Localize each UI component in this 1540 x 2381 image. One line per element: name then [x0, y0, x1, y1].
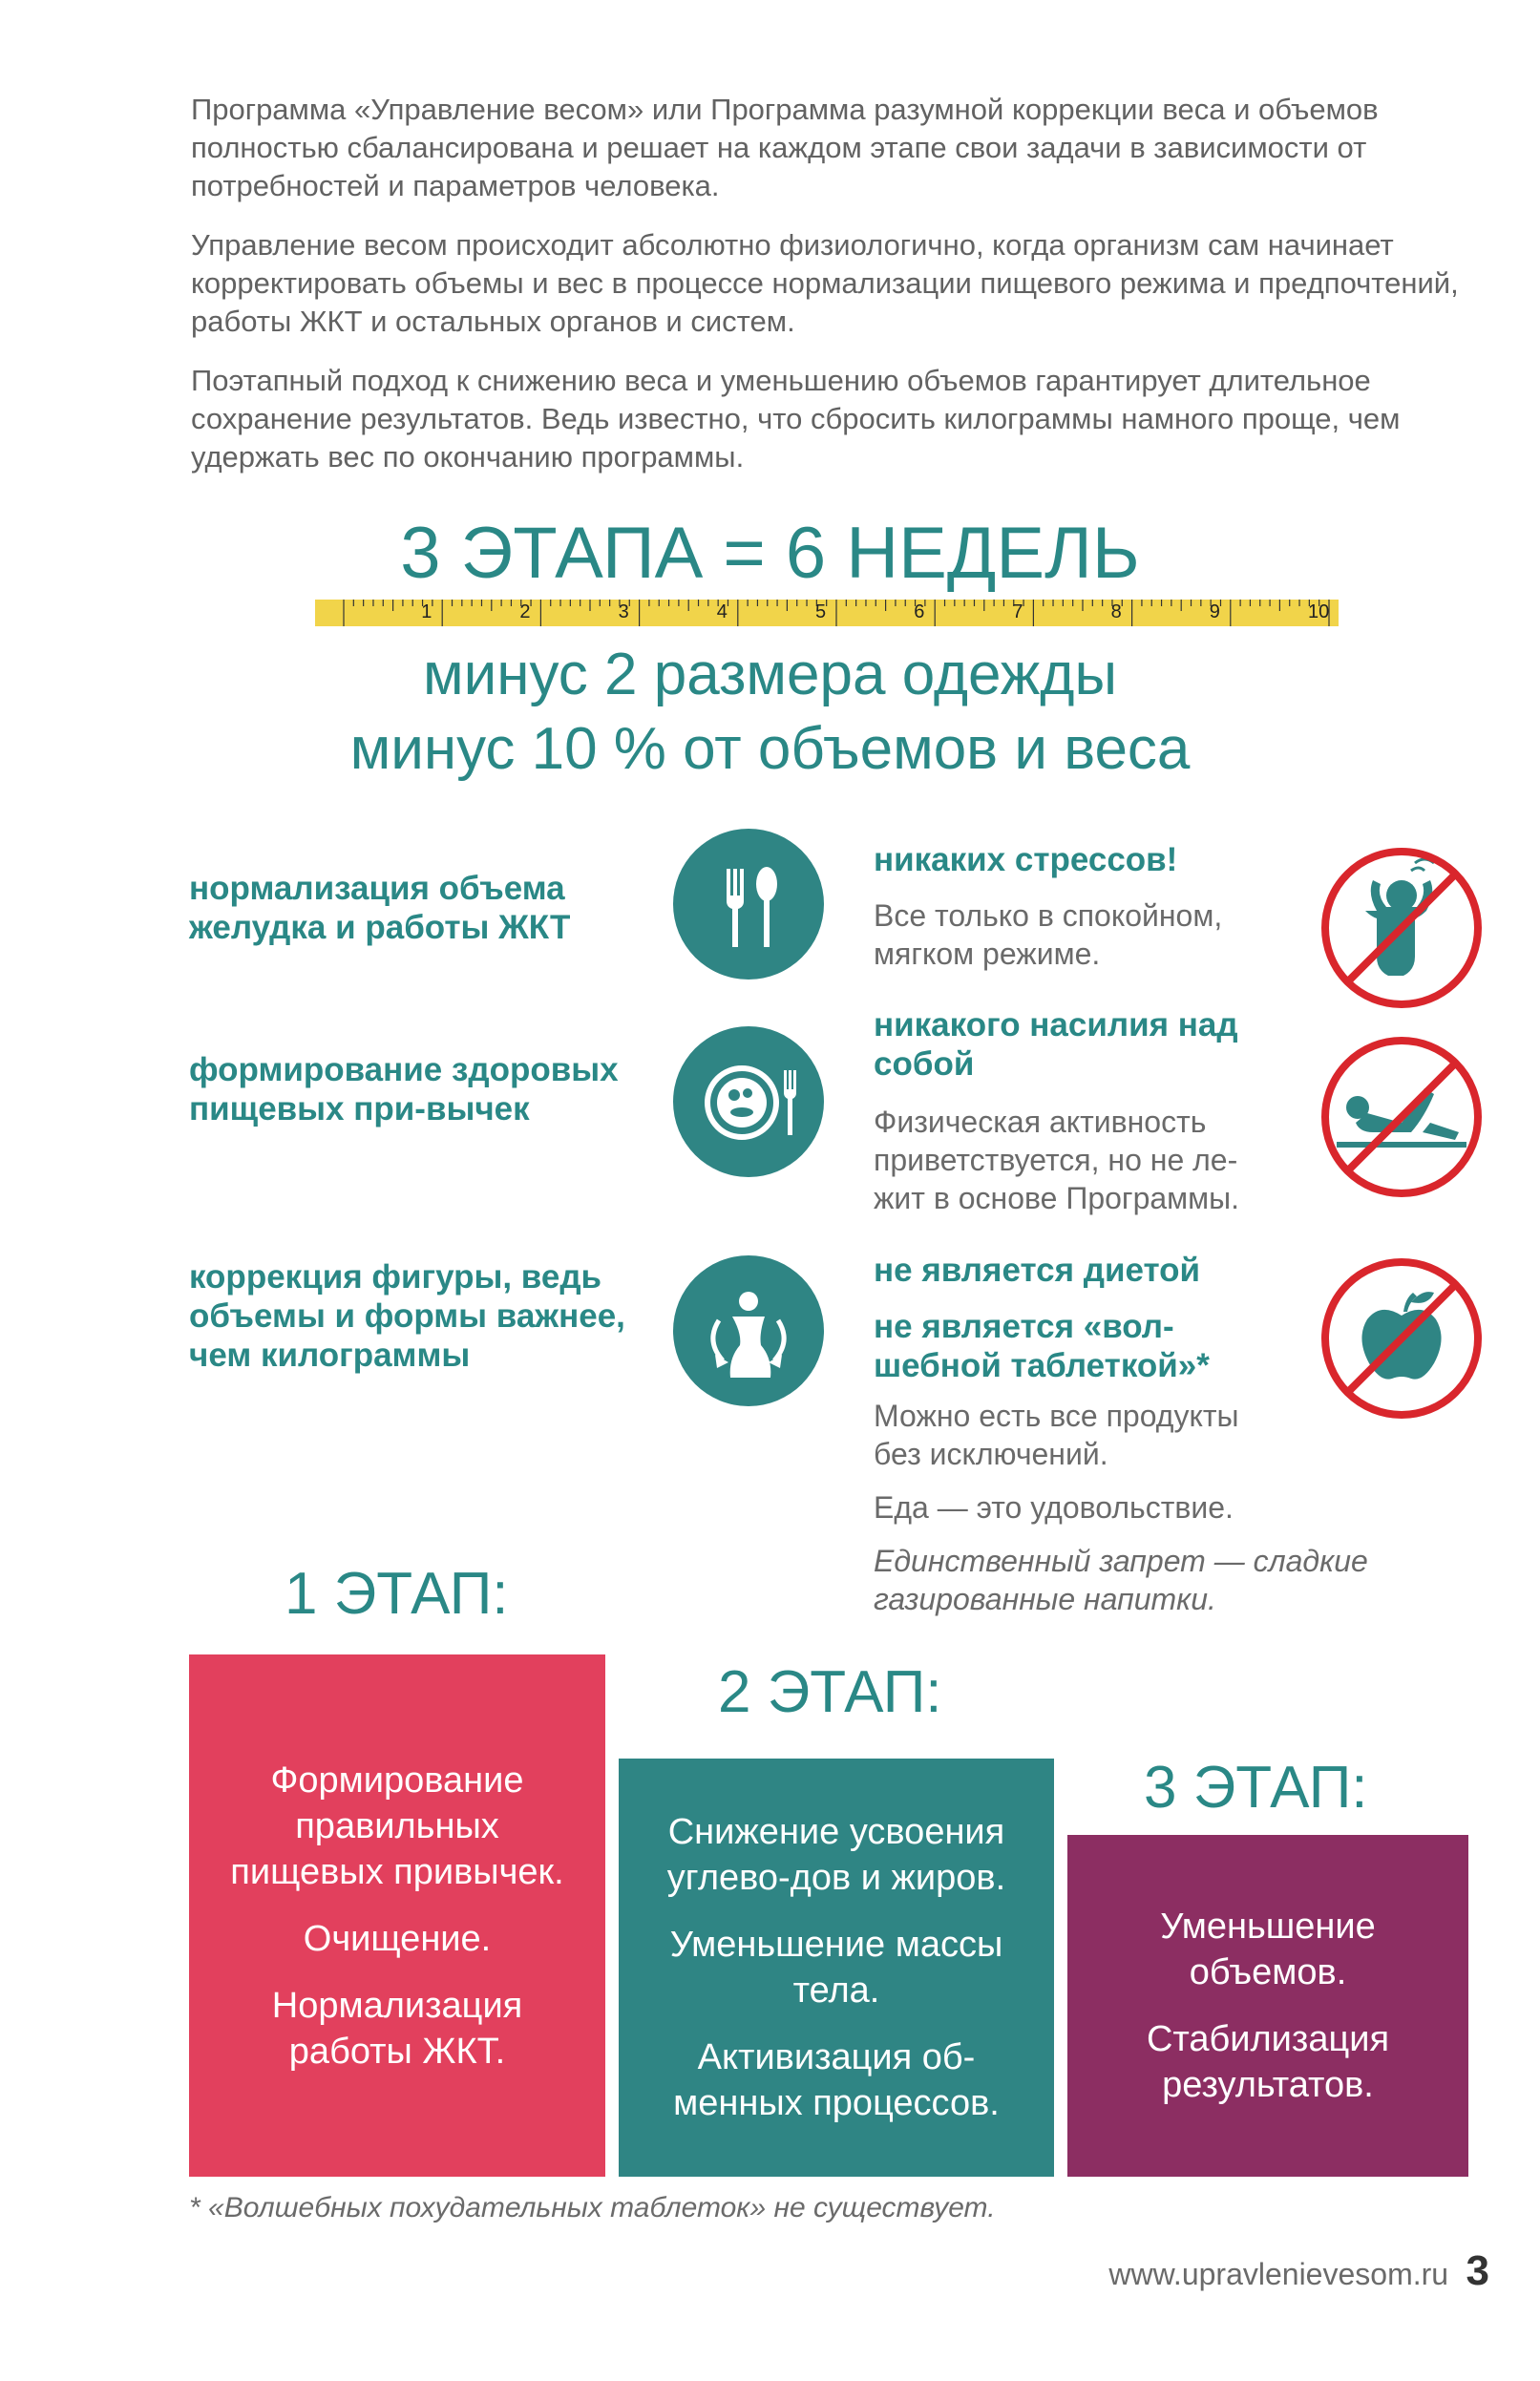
tape-number: 8 [1110, 601, 1122, 622]
stage-3-box [1067, 1835, 1468, 2177]
feature-right-3-text-2: Еда — это удовольствие. [874, 1490, 1234, 1525]
subheadline [0, 638, 1540, 787]
feature-left-3: коррекция фигуры, ведь объемы и формы важнее, чем килограммы [189, 1258, 625, 1374]
feature-right-2-heading: никакого насилия над собой [874, 1006, 1238, 1083]
tape-number: 5 [815, 601, 827, 622]
feature-left-2: формирование здоровых пищевых при-вычек [189, 1051, 619, 1127]
feature-right-2 [874, 1005, 1284, 1217]
stage-1-item-3: Нормализация работы ЖКТ. [271, 1985, 523, 2072]
no-apple-icon [1316, 1253, 1487, 1424]
page-number: 3 [1466, 2247, 1489, 2294]
feature-right-3-heading: не является диетой [874, 1252, 1201, 1289]
tape-number: 2 [519, 601, 531, 622]
stage-2-item-1: Снижение усвоения углево-дов и жиров. [666, 1812, 1006, 1898]
tape-number: 7 [1012, 601, 1023, 622]
subheadline-line-2: минус 10 % от объемов и веса [349, 716, 1191, 782]
intro-paragraph-3: Поэтапный подход к снижению веса и уменьшению объемов гарантирует длительное сохранение результатов. Ведь известно, что сбросить килограммы намного проще, чем удержать вес по окончанию программы. [191, 364, 1401, 474]
feature-left-1: нормализация объема желудка и работы ЖКТ [189, 870, 571, 946]
body-shape-icon [673, 1255, 824, 1406]
stage-1-item-2: Очищение. [303, 1918, 492, 1959]
feature-right-3-note: Единственный запрет — сладкие газированные напитки. [874, 1544, 1368, 1616]
intro-paragraph-2: Управление весом происходит абсолютно физиологично, когда организм сам начинает корректировать объемы и вес в процессе нормализации пищевого режима и предпочтений, работы ЖКТ и остальных органов и систем. [191, 228, 1459, 338]
stage-1-title: 1 ЭТАП: [285, 1561, 509, 1627]
feature-right-1-heading: никаких стрессов! [874, 841, 1178, 878]
footer [955, 2247, 1489, 2295]
feature-right-3-heading-2: не является «вол-шебной таблеткой»* [874, 1308, 1210, 1384]
website-url: www.upravlenievesom.ru [1108, 2257, 1449, 2291]
feature-right-3-text: Можно есть все продукты без исключений. [874, 1399, 1239, 1471]
no-exercise-icon [1316, 1031, 1487, 1203]
stage-2-item-3: Активизация об-менных процессов. [673, 2037, 1000, 2123]
subheadline-line-1: минус 2 размера одежды [422, 642, 1118, 707]
feature-right-2-text: Физическая активность приветствуется, но не ле-жит в основе Программы. [874, 1105, 1240, 1215]
tape-number: 1 [421, 601, 432, 622]
tape-number: 10 [1308, 601, 1330, 622]
feature-right-1-text: Все только в спокойном, мягком режиме. [874, 898, 1223, 971]
tape-number: 9 [1209, 601, 1220, 622]
headline: 3 ЭТАПА = 6 НЕДЕЛЬ [400, 513, 1140, 594]
stage-3-title: 3 ЭТАП: [1144, 1755, 1368, 1821]
tape-number: 6 [914, 601, 925, 622]
no-stress-icon [1316, 842, 1487, 1014]
feature-right-3 [874, 1251, 1368, 1618]
stage-2-title: 2 ЭТАП: [718, 1659, 942, 1725]
fork-spoon-icon [673, 829, 824, 980]
stage-2-item-2: Уменьшение массы тела. [669, 1925, 1003, 2011]
stage-3-item-2: Стабилизация результатов. [1146, 2019, 1390, 2105]
intro-paragraph-1: Программа «Управление весом» или Программа разумной коррекции веса и объемов полностью сбалансирована и решает на каждом этапе свои задачи в зависимости от потребностей и параметров человека. [191, 93, 1379, 202]
plate-food-icon [673, 1026, 824, 1177]
tape-numbers [315, 600, 1339, 626]
feature-right-1 [874, 840, 1303, 973]
stage-1-item-1: Формирование правильных пищевых привычек. [230, 1759, 564, 1892]
stage-3-item-1: Уменьшение объемов. [1160, 1907, 1376, 1992]
footnote: * «Волшебных похудательных таблеток» не существует. [189, 2192, 996, 2223]
intro [191, 91, 1470, 497]
stage-2-box [619, 1759, 1054, 2177]
measuring-tape [315, 600, 1339, 626]
tape-number: 3 [618, 601, 629, 622]
tape-number: 4 [716, 601, 728, 622]
stage-1-box [189, 1654, 605, 2177]
